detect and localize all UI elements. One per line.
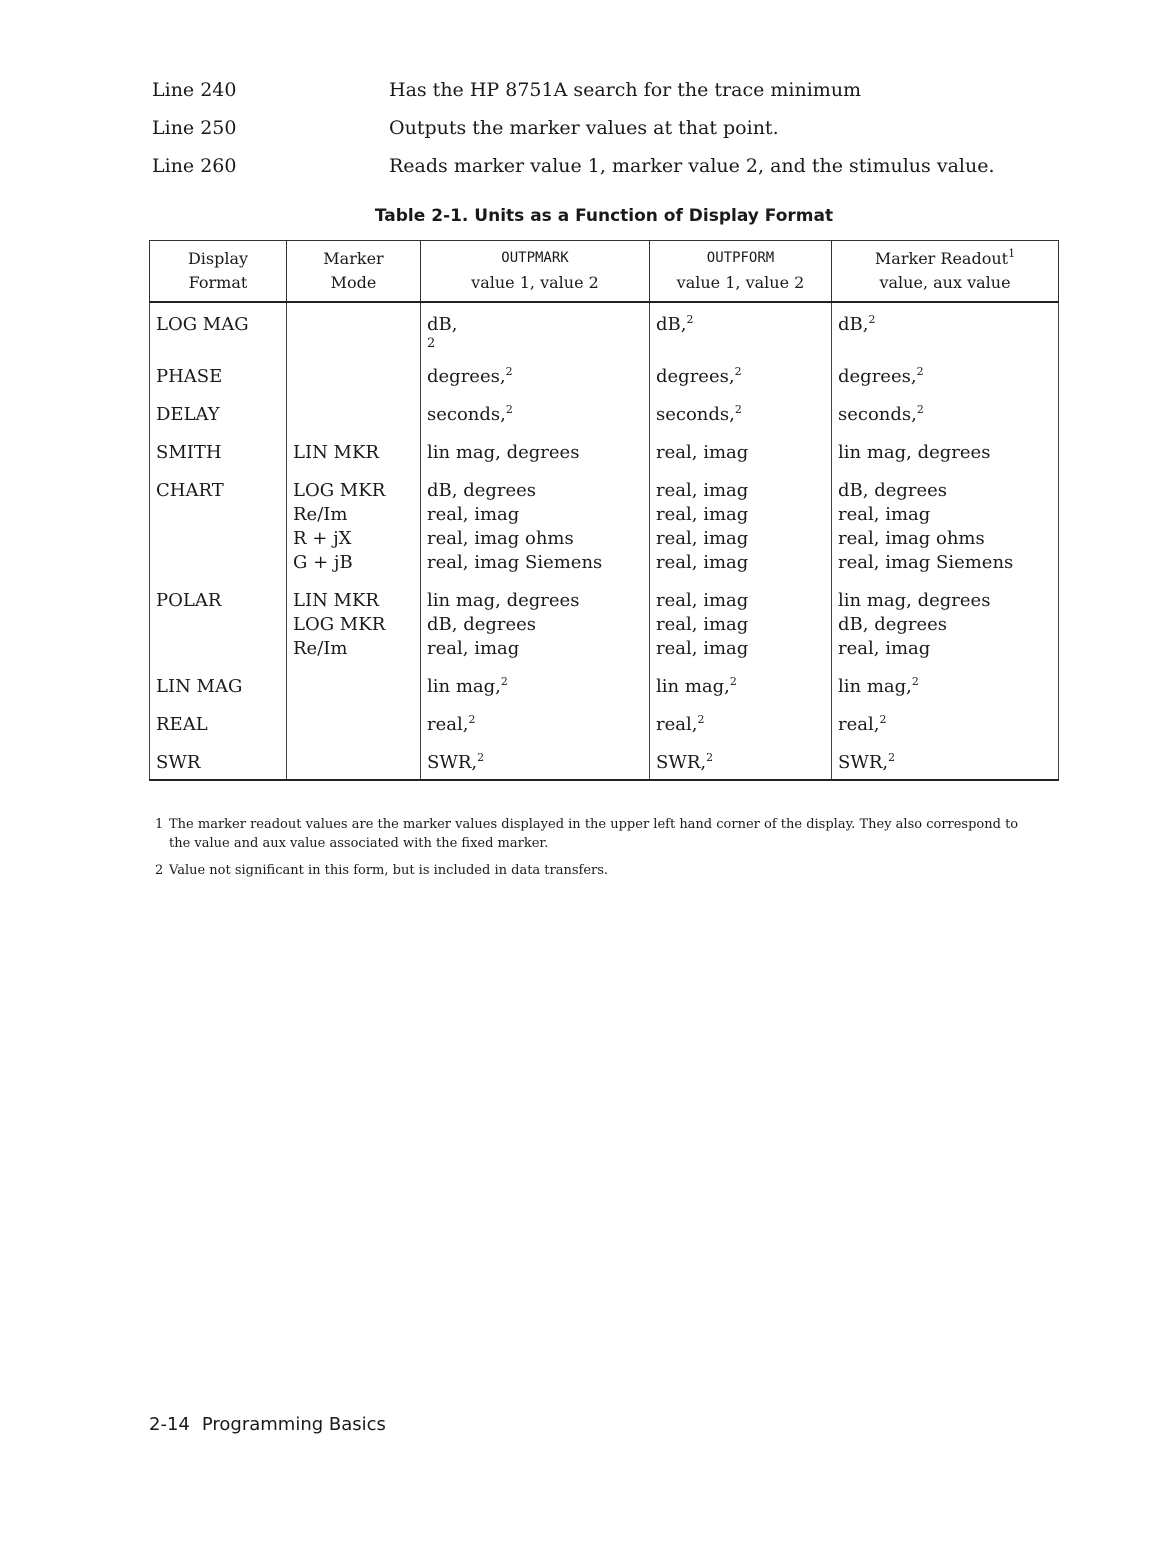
cell-format: PHASE (150, 354, 287, 392)
cell-readout: lin mag,$^2$ (832, 664, 1059, 702)
table-row (150, 430, 1059, 468)
header-marker-mode: Marker Mode (287, 241, 421, 303)
footnote-ref: 2 (477, 751, 485, 764)
cell-outpform: seconds,$^2$ (650, 392, 832, 430)
footnote-1 (155, 815, 1035, 853)
table-row (150, 664, 1059, 702)
cell-outpform: real, imag real, imag real, imag (650, 578, 832, 664)
cell-outpform: dB,$^2$ (650, 302, 832, 354)
table-header-row (150, 241, 1059, 303)
cell-format: SWR (150, 740, 287, 780)
footnote-ref: 2 (505, 365, 513, 378)
footnote-ref: 2 (916, 365, 924, 378)
cell-outpform: lin mag,$^2$ (650, 664, 832, 702)
cell-outpmark: lin mag,$^2$ (421, 664, 650, 702)
footnote-ref: 2 (888, 751, 896, 764)
cell-mode (287, 302, 421, 354)
footnote-number: 2 (155, 863, 164, 878)
cell-outpform: real,$^2$ (650, 702, 832, 740)
line-label: Line 250 (152, 117, 237, 139)
table-title: Table 2-1. Units as a Function of Display Format (374, 206, 834, 226)
footnote-ref: 1 (1008, 247, 1016, 260)
table-row (150, 702, 1059, 740)
cell-mode (287, 740, 421, 780)
cell-outpform: SWR,$^2$ (650, 740, 832, 780)
footnote-ref: 2 (879, 713, 887, 726)
footnote-ref: 2 (868, 313, 876, 326)
cell-readout: dB,$^2$ (832, 302, 1059, 354)
line-description-250 (152, 114, 1052, 142)
page-footer (149, 1414, 386, 1435)
table-row (150, 302, 1059, 354)
line-text: Outputs the marker values at that point. (389, 117, 779, 139)
table-row (150, 740, 1059, 780)
cell-outpmark: SWR,$^2$ (421, 740, 650, 780)
cell-mode (287, 664, 421, 702)
footnote-2 (155, 861, 1035, 880)
cell-format: REAL (150, 702, 287, 740)
cell-mode (287, 392, 421, 430)
header-outpform: OUTPFORM value 1, value 2 (650, 241, 832, 303)
footnote-ref: 2 (686, 313, 694, 326)
footnote-text: The marker readout values are the marker values displayed in the upper left hand corner of the display. They also correspond to the value and aux value associated with the fixed marker. (169, 817, 1019, 851)
cell-format: LOG MAG (150, 302, 287, 354)
line-label: Line 240 (152, 79, 237, 101)
footnote-ref: 2 (427, 336, 436, 351)
units-table (149, 240, 1059, 781)
cell-mode (287, 354, 421, 392)
header-display-format: Display Format (150, 241, 287, 303)
cell-readout: seconds,$^2$ (832, 392, 1059, 430)
line-description-260 (152, 152, 1052, 180)
cell-format: SMITH (150, 430, 287, 468)
footnote-ref: 2 (916, 403, 924, 416)
line-description-240 (152, 76, 1052, 104)
cell-readout: lin mag, degrees (832, 430, 1059, 468)
cell-outpmark: real,$^2$ (421, 702, 650, 740)
footnote-text: Value not significant in this form, but is included in data transfers. (169, 863, 609, 878)
cell-outpform: real, imag real, imag real, imag real, imag (650, 468, 832, 578)
cell-outpform: degrees,$^2$ (650, 354, 832, 392)
footnote-ref: 2 (468, 713, 476, 726)
cell-readout: real,$^2$ (832, 702, 1059, 740)
cell-mode: LOG MKR Re/Im R + jX G + jB (287, 468, 421, 578)
table-row (150, 468, 1059, 578)
cell-readout: degrees,$^2$ (832, 354, 1059, 392)
line-text: Has the HP 8751A search for the trace minimum (389, 79, 862, 101)
footnote-ref: 2 (505, 403, 513, 416)
header-outpmark: OUTPMARK value 1, value 2 (421, 241, 650, 303)
cell-mode: LIN MKR LOG MKR Re/Im (287, 578, 421, 664)
footnote-number: 1 (155, 817, 164, 832)
header-marker-readout: Marker Readout$^1$ value, aux value (832, 241, 1059, 303)
table-body (150, 302, 1059, 780)
cell-format: POLAR (150, 578, 287, 664)
footnote-ref: 2 (706, 751, 714, 764)
footnote-ref: 2 (500, 675, 508, 688)
cell-format: LIN MAG (150, 664, 287, 702)
footnote-ref: 2 (734, 365, 742, 378)
cell-outpmark: seconds,$^2$ (421, 392, 650, 430)
line-text: Reads marker value 1, marker value 2, and the stimulus value. (389, 155, 995, 177)
cell-outpmark: degrees,$^2$ (421, 354, 650, 392)
section-title: Programming Basics (201, 1414, 386, 1435)
page-number: 2-14 (149, 1414, 190, 1435)
line-label: Line 260 (152, 155, 237, 177)
cell-outpmark: dB, 2 (421, 302, 650, 354)
cell-outpform: real, imag (650, 430, 832, 468)
footnote-ref: 2 (734, 403, 742, 416)
cell-readout: dB, degrees real, imag real, imag ohms real, imag Siemens (832, 468, 1059, 578)
footnote-ref: 2 (911, 675, 919, 688)
cell-format: CHART (150, 468, 287, 578)
footnote-ref: 2 (697, 713, 705, 726)
cell-outpmark: dB, degrees real, imag real, imag ohms real, imag Siemens (421, 468, 650, 578)
cell-outpmark: lin mag, degrees (421, 430, 650, 468)
cell-mode (287, 702, 421, 740)
cell-readout: SWR,$^2$ (832, 740, 1059, 780)
table-row (150, 578, 1059, 664)
table-row (150, 354, 1059, 392)
cell-readout: lin mag, degrees dB, degrees real, imag (832, 578, 1059, 664)
cell-format: DELAY (150, 392, 287, 430)
cell-mode: LIN MKR (287, 430, 421, 468)
cell-outpmark: lin mag, degrees dB, degrees real, imag (421, 578, 650, 664)
footnote-ref: 2 (729, 675, 737, 688)
table-row (150, 392, 1059, 430)
